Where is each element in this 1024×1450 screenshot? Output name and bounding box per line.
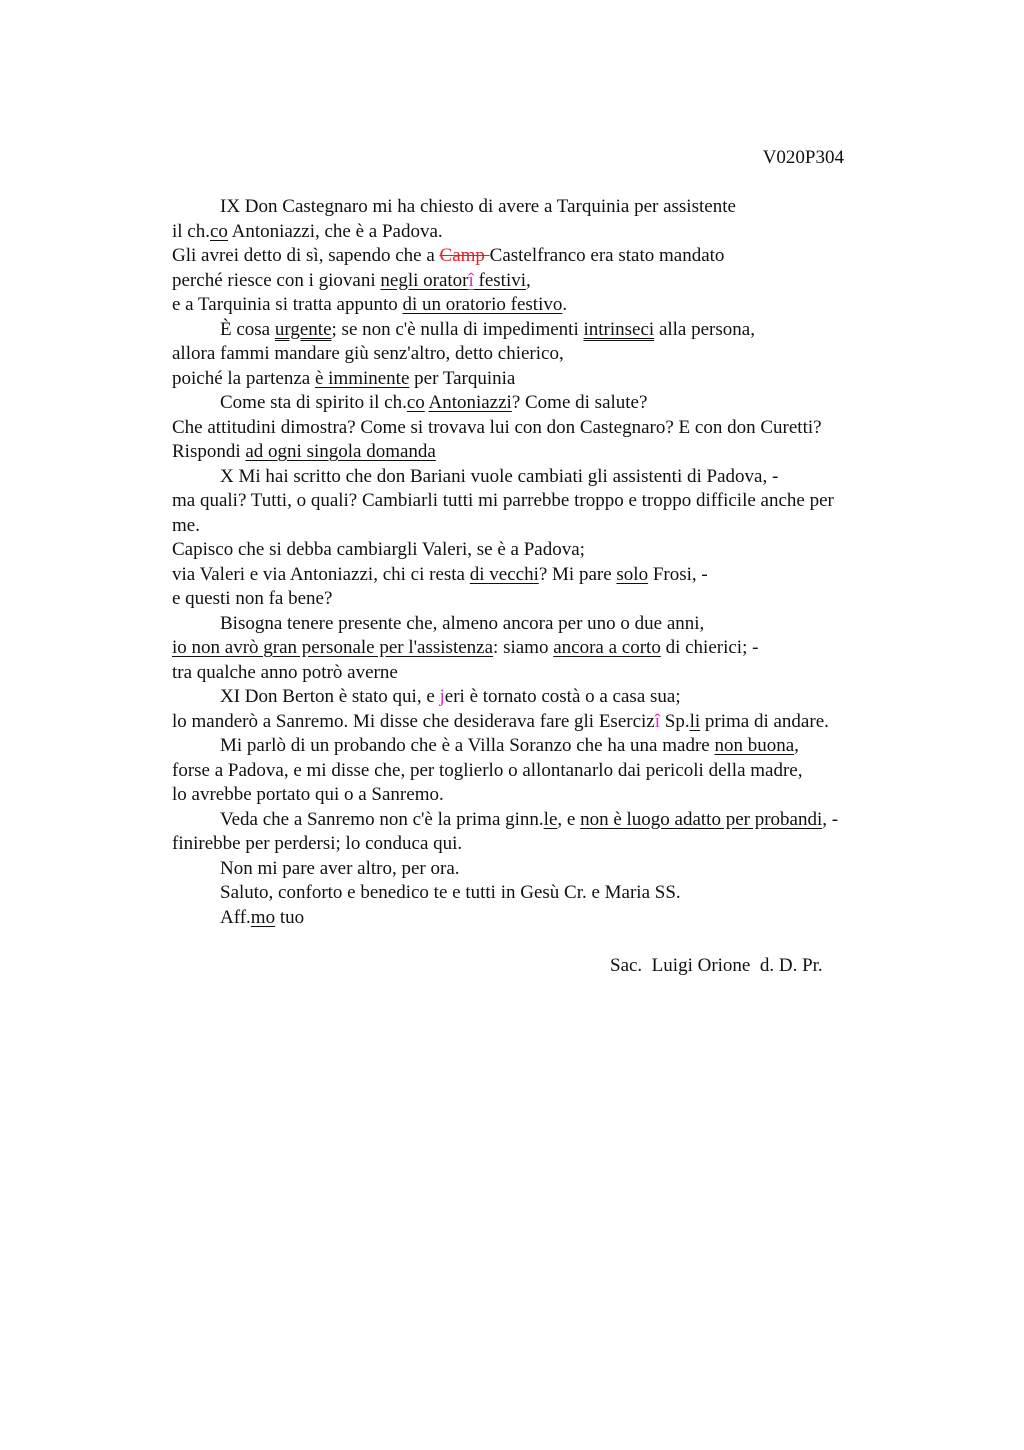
text-segment: ; se non c'è nulla di impedimenti bbox=[331, 318, 584, 340]
marked-text: co bbox=[406, 392, 425, 413]
text-segment: Antoniazzi, che è a Padova. bbox=[227, 220, 443, 242]
text-line bbox=[172, 318, 932, 343]
text-line bbox=[172, 612, 932, 637]
text-segment: e questi non fa bene? bbox=[172, 588, 333, 609]
text-segment: e a Tarquinia si tratta appunto bbox=[172, 294, 403, 315]
text-segment: Che attitudini dimostra? Come si trovava lui con don Castegnaro? E con don Curetti? bbox=[172, 416, 822, 438]
text-segment: tra qualche anno potrò averne bbox=[172, 661, 398, 683]
text-line bbox=[172, 367, 932, 392]
text-segment: Sp. bbox=[660, 710, 690, 732]
text-line bbox=[172, 514, 932, 539]
text-segment: Come sta di spirito il ch. bbox=[220, 392, 407, 413]
text-segment: Rispondi bbox=[172, 441, 246, 462]
text-segment: Veda che a Sanremo non c'è la prima ginn. bbox=[220, 808, 544, 830]
marked-text: io non avrò gran personale per l'assistenza bbox=[172, 637, 494, 658]
marked-text: ancora a corto bbox=[553, 637, 661, 658]
text-segment: È cosa bbox=[220, 318, 275, 340]
marked-text: ad ogni singola domanda bbox=[245, 441, 436, 462]
text-segment: il ch. bbox=[172, 220, 210, 242]
text-line bbox=[172, 857, 932, 882]
text-segment: Mi parlò di un probando che è a Villa Soranzo che ha una madre bbox=[220, 735, 715, 756]
text-line bbox=[172, 832, 932, 857]
text-segment: ma quali? Tutti, o quali? Cambiarli tutti mi parrebbe troppo e troppo difficile anche per bbox=[172, 490, 834, 511]
text-segment: ? Come di salute? bbox=[511, 392, 648, 413]
text-segment: Non mi pare aver altro, per ora. bbox=[220, 857, 460, 879]
marked-text: è imminente bbox=[314, 367, 410, 389]
marked-text: li bbox=[689, 710, 701, 732]
text-line bbox=[172, 195, 932, 220]
text-line bbox=[172, 563, 932, 588]
marked-text: î bbox=[654, 710, 661, 732]
text-segment: di chierici; - bbox=[660, 637, 759, 658]
marked-text: di vecchi bbox=[469, 563, 539, 585]
text-line bbox=[172, 661, 932, 686]
text-segment: via Valeri e via Antoniazzi, chi ci resta bbox=[172, 563, 470, 585]
text-segment: forse a Padova, e mi disse che, per toglierlo o allontanarlo dai pericoli della madre, bbox=[172, 759, 803, 781]
marked-text: le bbox=[543, 808, 558, 830]
signature: Sac. Luigi Orione d. D. Pr. bbox=[610, 955, 823, 976]
text-line bbox=[172, 293, 932, 318]
marked-text: non buona bbox=[714, 735, 795, 756]
text-line bbox=[172, 783, 932, 808]
text-segment: ? Mi pare bbox=[538, 563, 617, 585]
text-line bbox=[172, 759, 932, 784]
text-line bbox=[172, 636, 932, 661]
text-segment: IX Don Castegnaro mi ha chiesto di avere a Tarquinia per assistente bbox=[220, 196, 736, 217]
marked-text: solo bbox=[616, 563, 649, 585]
text-line bbox=[172, 734, 932, 759]
text-segment: lo manderò a Sanremo. Mi disse che desiderava fare gli Eserciz bbox=[172, 710, 655, 732]
text-line bbox=[172, 244, 932, 269]
text-line bbox=[172, 440, 932, 465]
text-segment: per Tarquinia bbox=[409, 367, 516, 389]
marked-text: intrinseci bbox=[583, 318, 655, 340]
text-line bbox=[172, 587, 932, 612]
text-segment: prima di andare. bbox=[700, 710, 829, 732]
marked-text: negli orator bbox=[380, 269, 469, 291]
text-segment: Frosi, - bbox=[648, 563, 708, 585]
text-segment: eri è tornato costà o a casa sua; bbox=[444, 686, 681, 707]
text-segment: Bisogna tenere presente che, almeno ancora per uno o due anni, bbox=[220, 612, 705, 634]
text-line bbox=[172, 269, 932, 294]
text-line bbox=[172, 391, 932, 416]
marked-text: Antoniazzi bbox=[428, 392, 512, 413]
marked-text: j bbox=[439, 686, 445, 707]
text-line bbox=[172, 465, 932, 490]
marked-text: mo bbox=[250, 906, 276, 928]
text-segment: poiché la partenza bbox=[172, 367, 315, 389]
marked-text: di un oratorio festivo bbox=[402, 294, 563, 315]
text-segment: XI Don Berton è stato qui, e bbox=[220, 686, 440, 707]
text-segment: . bbox=[562, 294, 568, 315]
page-id: V020P304 bbox=[762, 147, 844, 168]
text-line bbox=[172, 906, 932, 931]
text-line bbox=[172, 685, 932, 710]
text-line bbox=[172, 342, 932, 367]
text-segment: perché riesce con i giovani bbox=[172, 269, 381, 291]
text-segment: X Mi hai scritto che don Bariani vuole cambiati gli assistenti di Padova, - bbox=[220, 465, 779, 487]
text-segment: , - bbox=[822, 808, 839, 830]
text-segment: alla persona, bbox=[654, 318, 755, 340]
text-line bbox=[172, 489, 932, 514]
text-segment: , bbox=[526, 269, 531, 291]
marked-text: co bbox=[210, 220, 228, 242]
text-line bbox=[172, 538, 932, 563]
letter-body bbox=[172, 195, 932, 930]
text-segment: Capisco che si debba cambiargli Valeri, se è a Padova; bbox=[172, 539, 585, 560]
text-line bbox=[172, 220, 932, 245]
text-segment: tuo bbox=[275, 906, 305, 928]
text-segment: : siamo bbox=[493, 637, 554, 658]
text-segment: Aff. bbox=[220, 906, 251, 928]
marked-text: festivi bbox=[473, 269, 527, 291]
text-segment: finirebbe per perdersi; lo conduca qui. bbox=[172, 833, 463, 854]
text-segment: lo avrebbe portato qui o a Sanremo. bbox=[172, 784, 444, 805]
marked-text: î bbox=[468, 269, 474, 291]
text-segment: allora fammi mandare giù senz'altro, detto chierico, bbox=[172, 343, 564, 364]
text-segment: Castelfranco era stato mandato bbox=[489, 245, 725, 266]
text-segment: Saluto, conforto e benedico te e tutti in Gesù Cr. e Maria SS. bbox=[220, 882, 681, 903]
text-segment: , e bbox=[557, 808, 581, 830]
marked-text: non è luogo adatto per probandi bbox=[580, 808, 823, 830]
text-segment: Gli avrei detto di sì, sapendo che a bbox=[172, 245, 440, 266]
marked-text: urgente bbox=[274, 318, 332, 340]
text-line bbox=[172, 808, 932, 833]
text-line bbox=[172, 710, 932, 735]
text-segment: me. bbox=[172, 514, 200, 536]
text-segment: , bbox=[794, 735, 799, 756]
text-line bbox=[172, 881, 932, 906]
text-line bbox=[172, 416, 932, 441]
marked-text: Camp bbox=[439, 245, 490, 266]
